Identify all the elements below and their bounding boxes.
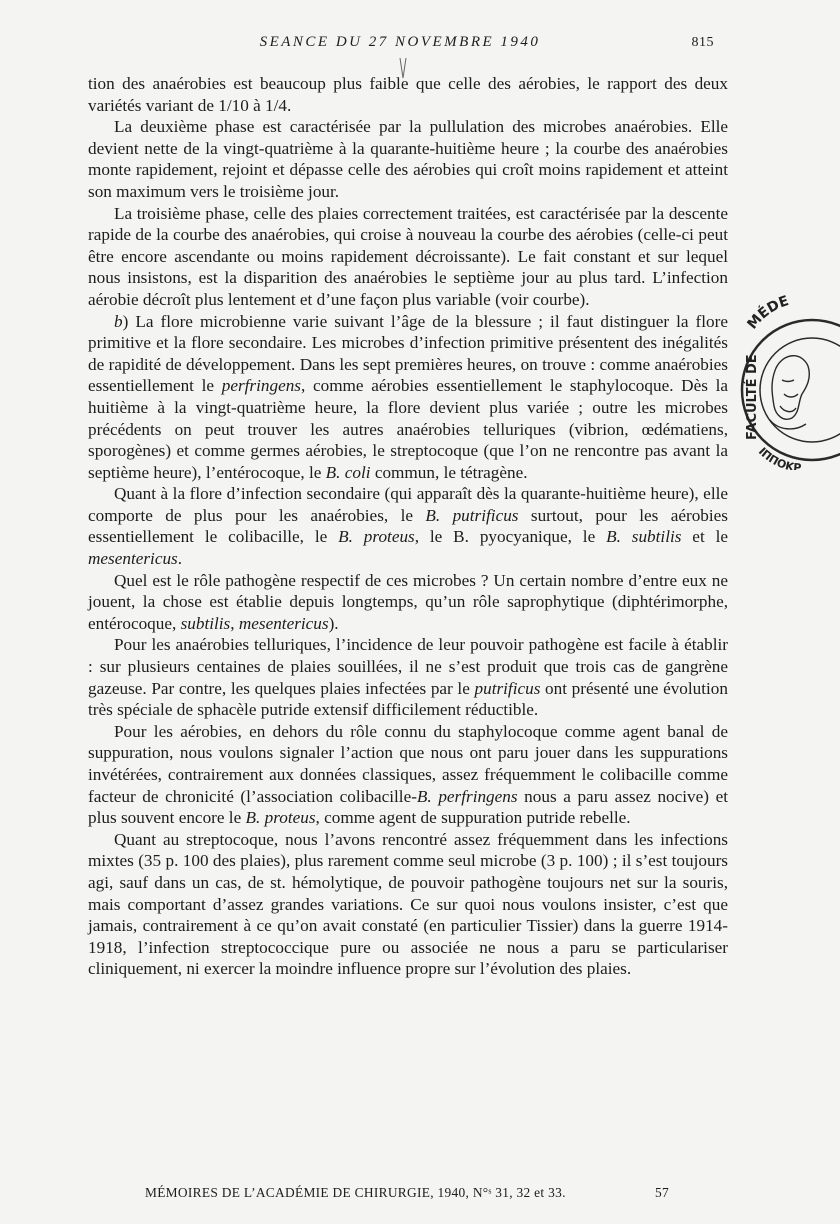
footer-title: MÉMOIRES DE L’ACADÉMIE DE CHIRURGIE, 1940, N°ˢ 31, 32 et 33.	[145, 1185, 566, 1200]
running-header	[0, 34, 800, 56]
paragraph: Pour les aérobies, en dehors du rôle connu du staphylocoque comme agent banal de suppuration, nous voulons signaler l’action que nous ont paru jouer dans les suppurations invétérées, contrairement aux données classiques, assez fréquemment le colibacille comme facteur de chronicité (l’association colibacille-B. perfringens nous a paru assez nocive) et plus souvent encore le B. proteus, comme agent de suppuration putride rebelle.	[88, 721, 729, 828]
paragraph: La deuxième phase est caractérisée par la pullulation des microbes anaérobies. Elle devient nette de la vingt-quatrième à la quarante-huitième heure ; la courbe des anaérobies monte rapidement, rejoint et dépasse celle des aérobies qui croît moins rapidement et atteint son maximum vers le troisième jour.	[88, 117, 728, 201]
library-stamp	[736, 290, 840, 470]
paragraph: tion des anaérobies est beaucoup plus faible que celle des aérobies, le rapport des deux variétés variant de 1/10 à 1/4.	[88, 74, 728, 115]
stamp-text-left: FACULTÉ DE	[745, 354, 760, 440]
paragraph: Quel est le rôle pathogène respectif de ces microbes ? Un certain nombre d’entre eux ne jouent, la chose est établie depuis longtemps, qu’un rôle saprophytique (diphtérimorphe, entérocoque, subtilis, mesentericus).	[88, 570, 728, 633]
svg-text:FACULTÉ DE	[744, 354, 760, 440]
paragraph: Quant au streptocoque, nous l’avons rencontré assez fréquemment dans les infections mixtes (35 p. 100 des plaies), plus rarement comme seul microbe (3 p. 100) ; il s’est toujours agi, sauf dans un cas, de st. hémolytique, de pouvoir pathogène toujours net sur la souris, mais comportant d’assez grandes variations. Ce sur quoi nous voulons insister, c’est que jamais, contrairement à ce qu’on avait constaté (en particulier Tissier) dans la guerre 1914-1918, l’infection streptococcique pure ou associée ne nous a paru se particulariser cliniquement, ni exercer la moindre influence propre sur l’évolution des plaies.	[88, 829, 728, 979]
footer	[145, 1185, 705, 1201]
header-title: SEANCE DU 27 NOVEMBRE 1940	[259, 34, 541, 50]
paragraph: Pour les anaérobies telluriques, l’incidence de leur pouvoir pathogène est facile à établir : sur plusieurs centaines de plaies souillées, il ne s’est produit que trois cas de gangrène gazeuse. Par contre, les quelques plaies infectées par le putrificus ont présenté une évolution très spéciale de sphacèle putride extensif difficilement réductible.	[88, 635, 728, 720]
paragraph: Quant à la flore d’infection secondaire (qui apparaît dès la quarante-huitième heure), elle comporte de plus pour les anaérobies, le B. putrificus surtout, pour les aérobies essentiellement le colibacille, le B. proteus, le B. pyocyanique, le B. subtilis et le mesentericus.	[88, 484, 728, 569]
paragraph: La troisième phase, celle des plaies correctement traitées, est caractérisée par la descente rapide de la courbe des anaérobies, qui croise à nouveau la courbe des aérobies (celle-ci peut être encore ascendante ou moins rapidement décroissante). Le fait constant et sur lequel nous insistons, est la disparition des anaérobies le septième jour au plus tard. L’infection aérobie décroît plus lentement et d’une façon plus variable (voir courbe).	[88, 203, 728, 309]
paragraph: b) La flore microbienne varie suivant l’âge de la blessure ; il faut distinguer la flore primitive et la flore secondaire. Les microbes d’infection primitive présentent des inégalités de rapidité de développement. Dans les sept premières heures, on trouve : comme anaérobies essentiellement le perfringens, comme aérobies essentiellement le staphylocoque. Dès la huitième à la vingt-quatrième heure, la flore devient plus variée ; outre les microbes précédents on peut trouver les autres anaérobies telluriques (vibrion, œdématiens, sporogènes) et comme germes aérobies, le streptocoque (que l’on ne rencontre pas avant la septième heure), l’entérocoque, le B. coli commun, le tétragène.	[88, 311, 729, 482]
stamp-text-top: MÉDE	[744, 293, 791, 333]
footer-page-number: 57	[655, 1185, 669, 1200]
stamp-text-bottom: ΙΠΠΟΚΡ	[755, 444, 802, 470]
header-page-number: 815	[691, 35, 714, 50]
stamp-portrait	[770, 356, 809, 429]
body-text	[88, 73, 728, 980]
stamp-graphic	[736, 290, 840, 470]
